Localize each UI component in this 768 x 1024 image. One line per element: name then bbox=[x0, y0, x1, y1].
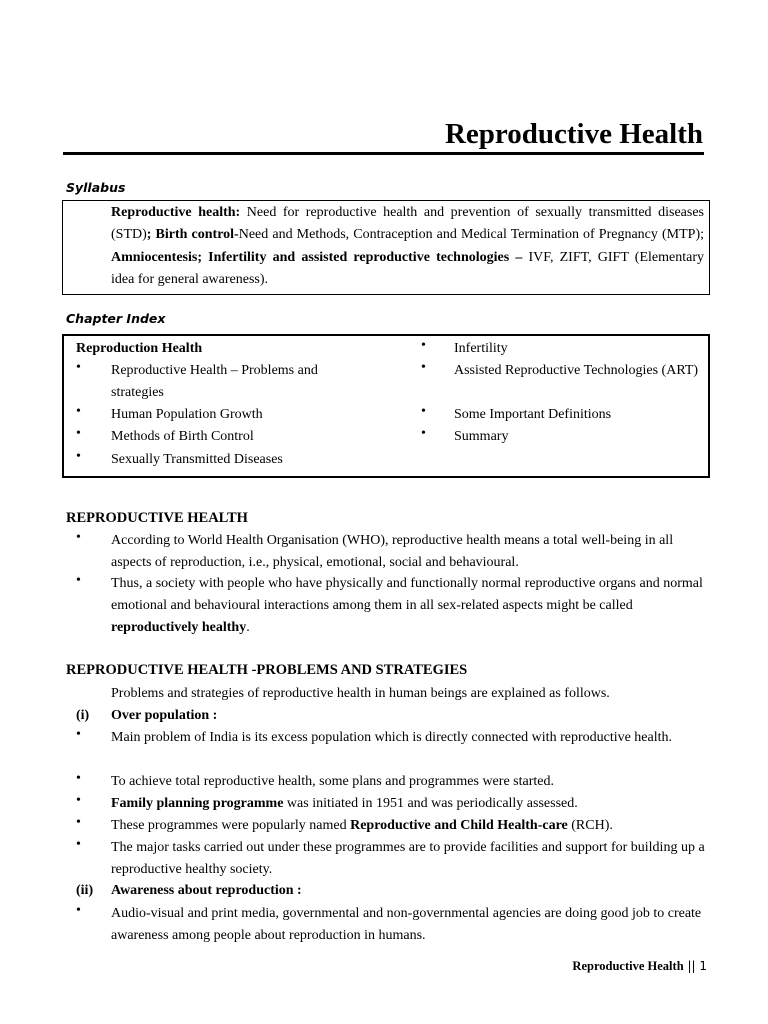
syllabus-label: Syllabus bbox=[66, 180, 126, 195]
term-rch: Reproductive and Child Health-care bbox=[350, 818, 568, 833]
paragraph-text: Thus, a society with people who have physically and functionally normal reproductive organs and normal emotional and behavioural interactions among them in all sex-related aspects might be called bbox=[111, 576, 703, 613]
paragraph bbox=[111, 815, 613, 837]
paragraph: According to World Health Organisation (WHO), reproductive health means a total well-being in all aspects of reproduction, i.e., physical, emotional, social and behavioural. bbox=[111, 533, 674, 570]
subsection-title-over-population: Over population : bbox=[111, 708, 218, 723]
term-reproductively-healthy: reproductively healthy bbox=[111, 620, 247, 635]
chapter-index-heading: Reproduction Health bbox=[76, 341, 203, 356]
page-footer bbox=[572, 959, 707, 974]
syllabus-text-2: Need and Methods, Contraception and Medical Termination of Pregnancy (MTP); bbox=[238, 227, 704, 243]
bullet-icon: • bbox=[76, 404, 81, 419]
footer-separator: || bbox=[683, 959, 700, 973]
bullet-icon: • bbox=[76, 449, 81, 464]
term-family-planning-programme: Family planning programme bbox=[111, 796, 284, 811]
bullet-icon: • bbox=[421, 404, 426, 419]
bullet-icon: • bbox=[421, 426, 426, 441]
chapter-index-item: Infertility bbox=[454, 341, 508, 356]
syllabus-text bbox=[111, 202, 704, 291]
section-heading-problems-strategies: REPRODUCTIVE HEALTH -PROBLEMS AND STRATEGIES bbox=[66, 662, 468, 678]
footer-page-number: 1 bbox=[699, 959, 707, 973]
paragraph-text: These programmes were popularly named bbox=[111, 818, 351, 833]
bullet-icon: • bbox=[76, 727, 81, 742]
paragraph-text: . bbox=[246, 620, 250, 635]
bullet-icon: • bbox=[76, 837, 81, 852]
subsection-number: (ii) bbox=[76, 883, 94, 898]
syllabus-term-birth-control: ; Birth control- bbox=[146, 227, 239, 243]
chapter-index-item: Reproductive Health – Problems and strategies bbox=[111, 363, 318, 400]
bullet-icon: • bbox=[76, 903, 81, 918]
chapter-index-item: Human Population Growth bbox=[111, 407, 263, 422]
syllabus-text-3: IVF, ZIFT, GIFT (Elementary idea for general awareness). bbox=[111, 249, 704, 287]
chapter-index-item: Some Important Definitions bbox=[454, 407, 612, 422]
paragraph: Audio-visual and print media, governmental and non-governmental agencies are doing good job to create awareness among people about reproduction in humans. bbox=[111, 906, 702, 943]
chapter-index-item: Methods of Birth Control bbox=[111, 429, 254, 444]
bullet-icon: • bbox=[76, 426, 81, 441]
paragraph: Main problem of India is its excess population which is directly connected with reproductive health. bbox=[111, 730, 673, 745]
paragraph-intro: Problems and strategies of reproductive health in human beings are explained as follows. bbox=[111, 686, 610, 701]
bullet-icon: • bbox=[76, 573, 81, 588]
bullet-icon: • bbox=[76, 360, 81, 375]
chapter-index-item: Sexually Transmitted Diseases bbox=[111, 452, 283, 467]
paragraph: To achieve total reproductive health, some plans and programmes were started. bbox=[111, 774, 554, 789]
bullet-icon: • bbox=[76, 530, 81, 545]
paragraph-text: (RCH). bbox=[567, 818, 613, 833]
paragraph bbox=[111, 573, 707, 639]
syllabus-term-reproductive-health: Reproductive health: bbox=[111, 205, 241, 220]
paragraph: The major tasks carried out under these programmes are to provide facilities and support for building up a reproductive healthy society. bbox=[111, 840, 705, 877]
subsection-title-awareness: Awareness about reproduction : bbox=[111, 883, 302, 898]
subsection-number: (i) bbox=[76, 708, 90, 723]
chapter-index-item: Assisted Reproductive Technologies (ART) bbox=[454, 363, 699, 378]
bullet-icon: • bbox=[76, 771, 81, 786]
paragraph-text: was initiated in 1951 and was periodically assessed. bbox=[283, 796, 578, 811]
paragraph bbox=[111, 793, 578, 815]
bullet-icon: • bbox=[76, 815, 81, 830]
title-underline bbox=[63, 152, 704, 155]
bullet-icon: • bbox=[421, 360, 426, 375]
section-heading-reproductive-health: REPRODUCTIVE HEALTH bbox=[66, 510, 248, 526]
bullet-icon: • bbox=[421, 338, 426, 353]
chapter-index-label: Chapter Index bbox=[66, 311, 166, 326]
bullet-icon: • bbox=[76, 793, 81, 808]
page-title: Reproductive Health bbox=[444, 118, 703, 150]
footer-title: Reproductive Health bbox=[572, 959, 684, 973]
chapter-index-item: Summary bbox=[454, 429, 509, 444]
syllabus-text-1: Need for reproductive health and prevention of sexually transmitted diseases (STD) bbox=[111, 205, 705, 243]
syllabus-term-amniocentesis: Amniocentesis; Infertility and assisted reproductive technologies – bbox=[111, 249, 523, 265]
